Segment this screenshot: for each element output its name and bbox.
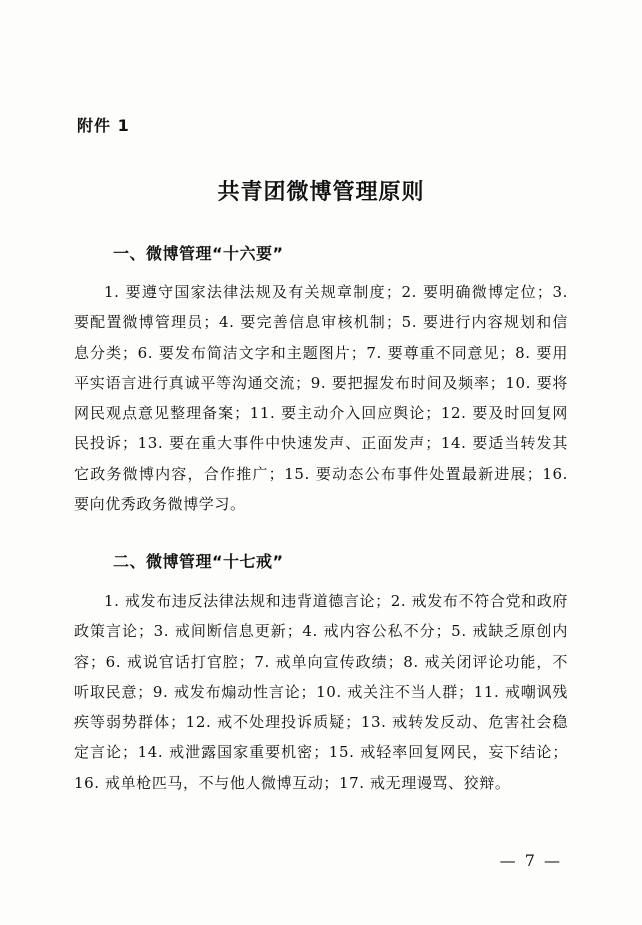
document-title: 共青团微博管理原则 bbox=[217, 180, 425, 205]
attachment-label: 附件 1 bbox=[77, 116, 130, 135]
section-body-1: 1. 要遵守国家法律法规及有关规章制度；2. 要明确微博定位；3. 要配置微博管理员；4. 要完善信息审核机制；5. 要进行内容规划和信息分类；6. 要发布简洁文字和主题图片；7. 要尊重不同意见；8. 要用平实语言进行真诚平等沟通交流；9. 要把握发布时间及频率；10. 要将网民观点意见整理备案；11. 要主动介入回应舆论；12. 要及时回复网民投诉；13. 要在重大事件中快速发声、正面发声；14. 要适当转发其它政务微博内容，合作推广；15. 要动态公布事件处置最新进展；16. 要向优秀政务微博学习。 bbox=[74, 283, 568, 514]
section-body-2: 1. 戒发布违反法律法规和违背道德言论；2. 戒发布不符合党和政府政策言论；3. 戒间断信息更新；4. 戒内容公私不分；5. 戒缺乏原创内容；6. 戒说官话打官腔；7. 戒单向宣传政绩；8. 戒关闭评论功能，不听取民意；9. 戒发布煽动性言论；10. 戒关注不当人群；11. 戒嘲讽残疾等弱势群体；12. 戒不处理投诉质疑；13. 戒转发反动、危害社会稳定言论；14. 戒泄露国家重要机密；15. 戒轻率回复网民，妄下结论；16. 戒单枪匹马，不与他人微博互动；17. 戒无理谩骂、狡辩。 bbox=[74, 592, 568, 792]
page-number: — 7 — bbox=[499, 851, 562, 870]
section-heading-2: 二、微博管理“十七戒” bbox=[113, 552, 284, 571]
section-heading-1: 一、微博管理“十六要” bbox=[113, 244, 284, 263]
